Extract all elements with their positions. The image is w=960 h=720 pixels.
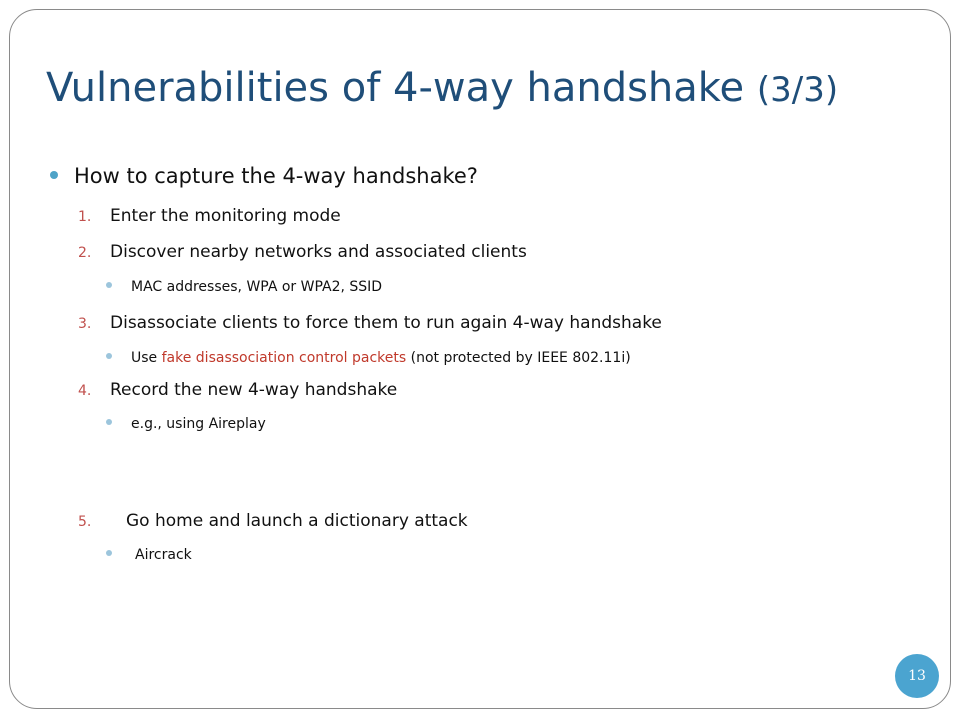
sub-bullet-dot-icon [106, 419, 112, 425]
sub-bullet-dot-icon [106, 353, 112, 359]
step-2-sub [106, 279, 382, 295]
step-text: Record the new 4-way handshake [110, 380, 398, 400]
step-text: Disassociate clients to force them to run again 4-way handshake [110, 313, 662, 333]
step-5-sub [106, 547, 192, 563]
page-number-badge [895, 654, 939, 698]
step-4 [78, 380, 397, 400]
bullet-question [50, 164, 478, 188]
sub-bullet-dot-icon [106, 550, 112, 556]
sub-text-before: Use [131, 350, 162, 366]
step-4-sub [106, 416, 266, 432]
sub-text: e.g., using Aireplay [131, 416, 266, 432]
bullet-dot-icon [50, 171, 58, 179]
step-text: Enter the monitoring mode [110, 206, 341, 226]
step-text: Discover nearby networks and associated clients [110, 242, 527, 262]
title-main: Vulnerabilities of 4-way handshake [46, 65, 757, 111]
sub-text-after: (not protected by IEEE 802.11i) [406, 350, 631, 366]
sub-bullet-dot-icon [106, 282, 112, 288]
step-3 [78, 313, 662, 333]
step-1 [78, 206, 341, 226]
step-number: 4. [78, 383, 92, 399]
step-number: 1. [78, 209, 92, 225]
step-number: 5. [78, 514, 92, 530]
step-number: 3. [78, 316, 92, 332]
step-2 [78, 242, 527, 262]
step-number: 2. [78, 245, 92, 261]
question-text: How to capture the 4-way handshake? [74, 164, 478, 188]
step-3-sub [106, 350, 631, 366]
sub-text: MAC addresses, WPA or WPA2, SSID [131, 279, 383, 295]
slide-title [46, 60, 838, 118]
sub-text: Aircrack [135, 547, 192, 563]
title-suffix: (3/3) [756, 70, 839, 110]
page-number: 13 [908, 668, 926, 684]
sub-text-highlight: fake disassociation control packets [161, 350, 407, 366]
step-text: Go home and launch a dictionary attack [126, 511, 468, 531]
step-5 [78, 511, 468, 531]
